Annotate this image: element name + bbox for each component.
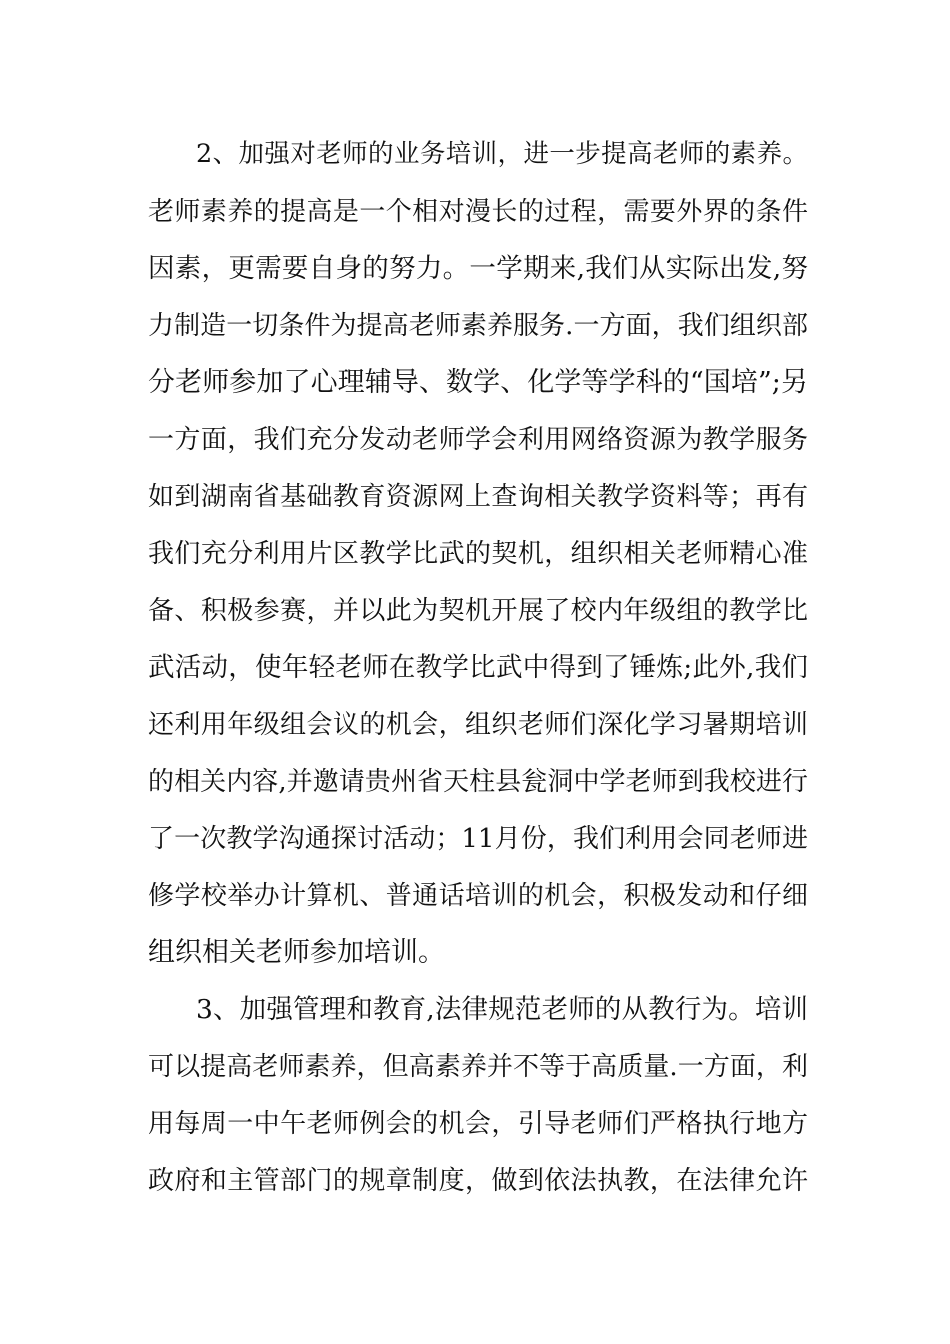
paragraph-2-line-11: 还利用年级组会议的机会，组织老师们深化学习暑期培训 [148, 710, 808, 740]
paragraph-2-line-5: 分老师参加了心理辅导、数学、化学等学科的“国培”;另 [148, 367, 808, 398]
paragraph-2-line-12: 的相关内容,并邀请贵州省天柱县瓮洞中学老师到我校进行 [148, 767, 808, 797]
paragraph-3-line-1: 3、加强管理和教育,法律规范老师的从教行为。培训 [196, 994, 808, 1025]
paragraph-2-line-13: 了一次教学沟通探讨活动；11月份，我们利用会同老师进 [148, 824, 808, 854]
paragraph-2-line-9: 备、积极参赛，并以此为契机开展了校内年级组的教学比 [148, 596, 808, 626]
paragraph-2-line-8: 我们充分利用片区教学比武的契机，组织相关老师精心准 [148, 539, 808, 569]
paragraph-2-line-4: 力制造一切条件为提高老师素养服务.一方面，我们组织部 [148, 311, 808, 341]
paragraph-2-line-6: 一方面，我们充分发动老师学会利用网络资源为教学服务 [148, 425, 808, 455]
paragraph-2-line-14: 修学校举办计算机、普通话培训的机会，积极发动和仔细 [148, 881, 808, 911]
paragraph-3-line-4: 政府和主管部门的规章制度，做到依法执教，在法律允许 [148, 1166, 808, 1196]
paragraph-2-line-10: 武活动，使年轻老师在教学比武中得到了锤炼;此外,我们 [148, 652, 808, 683]
paragraph-2-line-7: 如到湖南省基础教育资源网上查询相关教学资料等；再有 [148, 482, 808, 512]
paragraph-3-line-2: 可以提高老师素养，但高素养并不等于高质量.一方面，利 [148, 1052, 808, 1082]
paragraph-2-line-3: 因素，更需要自身的努力。一学期来,我们从实际出发,努 [148, 253, 808, 284]
paragraph-2-line-2: 老师素养的提高是一个相对漫长的过程，需要外界的条件 [148, 197, 808, 227]
paragraph-2-line-1: 2、加强对老师的业务培训，进一步提高老师的素养。 [196, 139, 808, 169]
paragraph-3-line-3: 用每周一中午老师例会的机会，引导老师们严格执行地方 [148, 1109, 808, 1139]
paragraph-2-line-15: 组织相关老师参加培训。 [148, 937, 445, 968]
